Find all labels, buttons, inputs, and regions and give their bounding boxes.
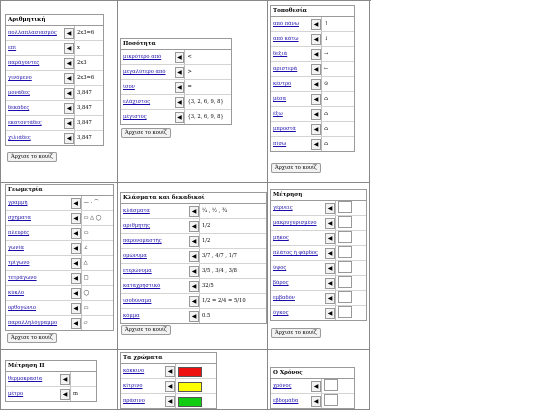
speaker-icon[interactable]: ◀ <box>311 139 321 150</box>
term-link[interactable]: κόμμα <box>123 313 140 319</box>
list-item <box>121 394 216 408</box>
speaker-icon[interactable]: ◀ <box>64 103 74 114</box>
picture-icon <box>321 379 354 393</box>
term-link[interactable]: μέσα <box>273 96 287 102</box>
term-link[interactable]: αριστερά <box>273 66 298 72</box>
speaker-icon[interactable]: ◀ <box>189 236 199 247</box>
term-link[interactable]: ελάχιστος <box>123 99 151 105</box>
speaker-icon[interactable]: ◀ <box>71 273 81 284</box>
term-link[interactable]: αριθμητής <box>123 223 151 229</box>
term-link[interactable]: τετράγωνο <box>8 275 37 281</box>
speaker-icon[interactable]: ◀ <box>189 311 199 322</box>
list-item <box>271 32 354 47</box>
list-item <box>6 41 103 56</box>
term-link[interactable]: σχήματα <box>8 215 32 221</box>
color-fill <box>178 367 202 377</box>
picture-icon <box>324 379 338 391</box>
term-value: {3, 2, 6, 9, 8} <box>184 110 231 124</box>
term-link[interactable]: επί <box>8 45 17 51</box>
term-link[interactable]: παράγοντες <box>8 60 40 66</box>
term-value: ⌂ <box>321 92 354 106</box>
list-item <box>271 276 366 291</box>
list-item <box>271 306 366 320</box>
term-link[interactable]: χιλιάδες <box>8 135 31 141</box>
term-value: ⊙ <box>321 77 354 91</box>
term-value: → <box>321 47 354 61</box>
list-item <box>6 286 113 301</box>
speaker-icon[interactable]: ◀ <box>64 118 74 129</box>
picture-icon <box>324 394 338 406</box>
quantity-panel <box>120 38 232 125</box>
term-value: ⌂ <box>321 137 354 151</box>
term-link[interactable]: κύκλο <box>8 290 25 296</box>
list-item <box>271 77 354 92</box>
term-link[interactable]: πράσινο <box>123 398 145 404</box>
speaker-icon[interactable]: ◀ <box>71 258 81 269</box>
arithmetic-panel <box>5 14 104 146</box>
term-link[interactable]: πίσω <box>273 141 287 147</box>
term-value: 0.5 <box>199 309 266 323</box>
speaker-icon[interactable]: ◀ <box>71 228 81 239</box>
list-item <box>6 71 103 86</box>
list-item <box>271 92 354 107</box>
measurement-panel <box>270 189 367 321</box>
speaker-icon[interactable]: ◀ <box>311 396 321 407</box>
list-item <box>6 387 96 401</box>
list-item <box>121 95 231 110</box>
term-value: > <box>184 65 231 79</box>
list-item <box>121 110 231 124</box>
picture-icon <box>321 394 354 408</box>
list-item <box>6 196 113 211</box>
speaker-icon[interactable]: ◀ <box>175 112 185 123</box>
speaker-icon[interactable]: ◀ <box>64 43 74 54</box>
term-value: 2x3 <box>74 56 103 70</box>
term-link[interactable]: μακρυγυρισμένο <box>273 220 317 226</box>
speaker-icon[interactable]: ◀ <box>71 243 81 254</box>
speaker-icon[interactable]: ◀ <box>64 133 74 144</box>
term-link[interactable]: πλάτος ή φάρδος <box>273 250 318 256</box>
list-item <box>6 131 103 145</box>
list-item <box>271 291 366 306</box>
list-item <box>271 201 366 216</box>
term-value: 3,847 <box>74 86 103 100</box>
term-link[interactable]: γωνία <box>8 245 25 251</box>
list-item <box>271 216 366 231</box>
term-link[interactable]: παρονομαστής <box>123 238 162 244</box>
term-value: 2x3=6 <box>74 26 103 40</box>
list-item <box>271 137 354 151</box>
list-item <box>271 17 354 32</box>
speaker-icon[interactable]: ◀ <box>64 58 74 69</box>
term-link[interactable]: παραλληλόγραμμο <box>8 320 58 326</box>
list-item <box>121 279 266 294</box>
list-item <box>121 379 216 394</box>
speaker-icon[interactable]: ◀ <box>175 52 185 63</box>
term-link[interactable]: ορθογώνιο <box>8 305 37 311</box>
term-link[interactable]: μπροστά <box>273 126 296 132</box>
term-value: ↑ <box>321 17 354 31</box>
arithmetic-title: Αριθμητική <box>6 15 103 26</box>
speaker-icon[interactable]: ◀ <box>189 266 199 277</box>
term-value: ▱ <box>81 316 113 330</box>
term-link[interactable]: καταχρηστικό <box>123 283 161 289</box>
term-link[interactable]: μεγαλύτερο από <box>123 69 166 75</box>
speaker-icon[interactable]: ◀ <box>325 293 335 304</box>
term-link[interactable]: πολλαπλασιασμός <box>8 30 57 36</box>
term-value: 2x3=6 <box>74 71 103 85</box>
term-link[interactable]: κίτρινο <box>123 383 143 389</box>
list-item <box>6 271 113 286</box>
term-link[interactable]: δεξιά <box>273 51 288 57</box>
speaker-icon[interactable]: ◀ <box>325 308 335 319</box>
term-value: < <box>184 50 231 64</box>
speaker-icon[interactable]: ◀ <box>325 233 335 244</box>
term-value: 32/5 <box>199 279 266 293</box>
speaker-icon[interactable]: ◀ <box>165 396 175 407</box>
term-link[interactable]: εβδομάδα <box>273 398 299 404</box>
term-link[interactable]: από κάτω <box>273 36 299 42</box>
term-link[interactable]: γέρνεις <box>273 205 293 211</box>
term-link[interactable]: μέτρο <box>8 391 24 397</box>
picture-icon <box>335 276 366 290</box>
list-item <box>121 219 266 234</box>
speaker-icon[interactable]: ◀ <box>325 278 335 289</box>
picture-icon <box>335 216 366 230</box>
speaker-icon[interactable]: ◀ <box>311 64 321 75</box>
term-value: ▭ △ ◯ <box>81 211 113 225</box>
speaker-icon[interactable]: ◀ <box>64 88 74 99</box>
term-link[interactable]: μέγιστος <box>123 114 147 120</box>
term-link[interactable]: μήκος <box>273 235 289 241</box>
list-item <box>6 211 113 226</box>
speaker-icon[interactable]: ◀ <box>311 79 321 90</box>
term-link[interactable]: τρίγωνο <box>8 260 30 266</box>
speaker-icon[interactable]: ◀ <box>325 203 335 214</box>
color-fill <box>178 382 202 392</box>
speaker-icon[interactable]: ◀ <box>189 281 199 292</box>
term-value: ⌂ <box>321 107 354 121</box>
speaker-icon[interactable]: ◀ <box>71 318 81 329</box>
term-link[interactable]: ισοδύναμα <box>123 298 152 304</box>
term-link[interactable]: εμβαδόν <box>273 295 295 301</box>
speaker-icon[interactable]: ◀ <box>60 374 70 385</box>
speaker-icon[interactable]: ◀ <box>71 303 81 314</box>
term-value: ¼ , ½ , ¾ <box>199 204 266 218</box>
speaker-icon[interactable]: ◀ <box>71 198 81 209</box>
list-item <box>121 50 231 65</box>
list-item <box>121 204 266 219</box>
term-value: ↓ <box>321 32 354 46</box>
list-item <box>6 256 113 271</box>
speaker-icon[interactable]: ◀ <box>325 248 335 259</box>
picture-icon <box>335 261 366 275</box>
term-value: △ <box>81 256 113 270</box>
term-link[interactable]: μονάδες <box>8 90 30 96</box>
term-link[interactable]: κέντρο <box>273 81 292 87</box>
speaker-icon[interactable]: ◀ <box>311 34 321 45</box>
measurement-quiz-button[interactable]: Άρχισε το κουίζ <box>271 328 321 338</box>
list-item <box>6 226 113 241</box>
list-item <box>121 364 216 379</box>
speaker-icon[interactable]: ◀ <box>311 109 321 120</box>
term-link[interactable]: χρόνος <box>273 383 292 389</box>
time-panel <box>270 367 355 409</box>
list-item <box>271 261 366 276</box>
list-item <box>6 101 103 116</box>
term-link[interactable]: ίσον <box>123 84 135 90</box>
list-item <box>6 56 103 71</box>
geometry-title: Γεωμετρία <box>6 185 113 196</box>
term-value: 1/2 = 2/4 = 5/10 <box>199 294 266 308</box>
list-item <box>121 309 266 323</box>
picture-icon <box>335 306 366 320</box>
fractions-panel <box>120 192 267 324</box>
term-value: = <box>184 80 231 94</box>
list-item <box>271 379 354 394</box>
list-item <box>271 122 354 137</box>
picture-icon <box>335 246 366 260</box>
list-item <box>121 65 231 80</box>
term-link[interactable]: κλάσματα <box>123 208 150 214</box>
list-item <box>271 107 354 122</box>
list-item <box>6 316 113 330</box>
speaker-icon[interactable]: ◀ <box>64 73 74 84</box>
speaker-icon[interactable]: ◀ <box>311 124 321 135</box>
term-value: 3/5 , 3/4 , 3/8 <box>199 264 266 278</box>
term-value: 1/2 <box>199 234 266 248</box>
term-link[interactable]: εκατοντάδες <box>8 120 42 126</box>
fractions-quiz-button[interactable]: Άρχισε το κουίζ <box>121 325 171 335</box>
term-value: □ <box>81 271 113 285</box>
list-item <box>121 249 266 264</box>
geometry-panel <box>5 184 114 331</box>
picture-icon <box>338 216 352 228</box>
color-swatch <box>175 364 216 378</box>
list-item <box>121 234 266 249</box>
list-item <box>271 231 366 246</box>
term-value: ⌂ <box>321 122 354 136</box>
speaker-icon[interactable]: ◀ <box>71 288 81 299</box>
color-swatch <box>175 394 216 408</box>
term-value: x <box>74 41 103 55</box>
term-link[interactable]: δεκάδες <box>8 105 30 111</box>
term-link[interactable]: βάρος <box>273 280 289 286</box>
list-item <box>6 26 103 41</box>
picture-icon <box>338 261 352 273</box>
arithmetic-quiz-button[interactable]: Άρχισε το κουίζ <box>7 152 57 162</box>
color-fill <box>178 397 202 407</box>
time-title: Ο Χρόνος <box>271 368 354 379</box>
fractions-title: Κλάσματα και δεκαδικοί <box>121 193 266 204</box>
speaker-icon[interactable]: ◀ <box>165 381 175 392</box>
list-item <box>6 372 96 387</box>
term-value: 3,847 <box>74 101 103 115</box>
term-value: ∠ <box>81 241 113 255</box>
colors-panel <box>120 352 217 409</box>
speaker-icon[interactable]: ◀ <box>175 82 185 93</box>
term-value: 3,847 <box>74 131 103 145</box>
term-link[interactable]: ύψος <box>273 265 287 271</box>
list-item <box>121 80 231 95</box>
term-link[interactable]: ετερώνυμα <box>123 268 152 274</box>
term-value: 1/2 <box>199 219 266 233</box>
term-value: ▭ <box>81 226 113 240</box>
quantity-quiz-button[interactable]: Άρχισε το κουίζ <box>121 128 171 138</box>
picture-icon <box>338 201 352 213</box>
term-link[interactable]: κόκκινο <box>123 368 145 374</box>
list-item <box>6 241 113 256</box>
quantity-title: Ποσότητα <box>121 39 231 50</box>
picture-icon <box>338 276 352 288</box>
list-item <box>121 294 266 309</box>
list-item <box>271 47 354 62</box>
term-link[interactable]: όγκος <box>273 310 289 316</box>
term-link[interactable]: πλευρές <box>8 230 30 236</box>
speaker-icon[interactable]: ◀ <box>325 263 335 274</box>
speaker-icon[interactable]: ◀ <box>64 28 74 39</box>
list-item <box>6 116 103 131</box>
position-panel <box>270 5 355 152</box>
list-item <box>271 246 366 261</box>
measurement2-panel <box>5 360 97 402</box>
colors-title: Τα χρώματα <box>121 353 216 364</box>
speaker-icon[interactable]: ◀ <box>325 218 335 229</box>
position-title: Τοποθεσία <box>271 6 354 17</box>
speaker-icon[interactable]: ◀ <box>175 97 185 108</box>
term-value: ▭ <box>81 301 113 315</box>
list-item <box>6 301 113 316</box>
term-link[interactable]: θερμοκρασία <box>8 376 43 382</box>
picture-icon <box>338 291 352 303</box>
term-value: 3/7 , 4/7 , 1/7 <box>199 249 266 263</box>
term-value: ← <box>321 62 354 76</box>
picture-icon <box>335 291 366 305</box>
term-value: m <box>70 387 95 401</box>
term-link[interactable]: γραμμή <box>8 200 28 206</box>
speaker-icon[interactable]: ◀ <box>311 49 321 60</box>
speaker-icon[interactable]: ◀ <box>165 366 175 377</box>
list-item <box>121 264 266 279</box>
speaker-icon[interactable]: ◀ <box>189 221 199 232</box>
speaker-icon[interactable]: ◀ <box>189 206 199 217</box>
term-link[interactable]: έξω <box>273 111 283 117</box>
term-link[interactable]: μικρότερο από <box>123 54 162 60</box>
picture-icon <box>338 231 352 243</box>
term-link[interactable]: ομώνυμα <box>123 253 147 259</box>
picture-icon <box>338 246 352 258</box>
term-value: {3, 2, 6, 9, 8} <box>184 95 231 109</box>
speaker-icon[interactable]: ◀ <box>175 67 185 78</box>
speaker-icon[interactable]: ◀ <box>311 94 321 105</box>
term-value: 3,847 <box>74 116 103 130</box>
picture-icon <box>338 306 352 318</box>
measurement2-title: Μέτρηση ΙΙ <box>6 361 96 372</box>
list-item <box>6 86 103 101</box>
term-link[interactable]: από πάνω <box>273 21 299 27</box>
list-item <box>271 62 354 77</box>
speaker-icon[interactable]: ◀ <box>60 389 70 400</box>
speaker-icon[interactable]: ◀ <box>71 213 81 224</box>
speaker-icon[interactable]: ◀ <box>311 19 321 30</box>
speaker-icon[interactable]: ◀ <box>189 296 199 307</box>
picture-icon <box>335 201 366 215</box>
position-quiz-button[interactable]: Άρχισε το κουίζ <box>271 163 321 173</box>
speaker-icon[interactable]: ◀ <box>189 251 199 262</box>
geometry-quiz-button[interactable]: Άρχισε το κουίζ <box>7 333 57 343</box>
speaker-icon[interactable]: ◀ <box>311 381 321 392</box>
color-swatch <box>175 379 216 393</box>
list-item <box>271 394 354 408</box>
measurement-title: Μέτρηση <box>271 190 366 201</box>
term-value: ◯ <box>81 286 113 300</box>
picture-icon <box>335 231 366 245</box>
term-value: — · ⌒ <box>81 196 113 210</box>
term-link[interactable]: γινόμενο <box>8 75 32 81</box>
term-value <box>70 372 95 386</box>
